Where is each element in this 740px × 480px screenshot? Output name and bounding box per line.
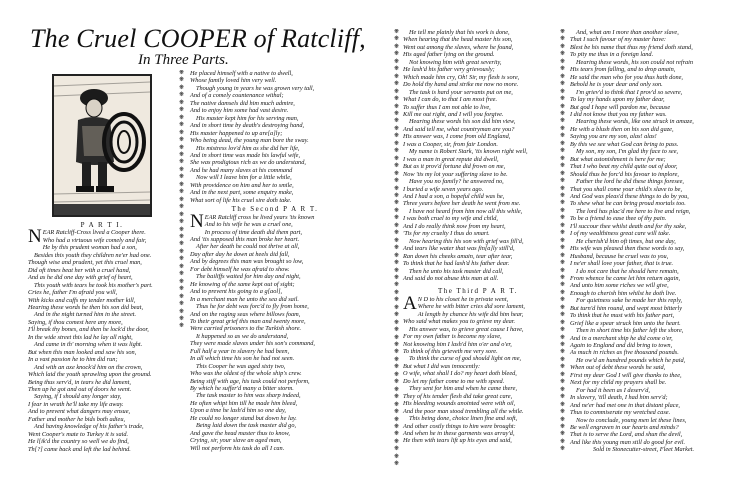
ballad-title: The Cruel COOPER of Ratcliff, bbox=[30, 24, 366, 53]
verse-line: Saying, if I should any longer stay, bbox=[34, 393, 122, 401]
verse-line: And I had a son, a hopeful child was he, bbox=[403, 192, 505, 200]
ballad-subtitle: In Three Parts. bbox=[138, 52, 229, 68]
verse-line: And tears like water that was fin[a]ly still'd, bbox=[403, 245, 515, 253]
verse-line: Next for my child my prayers shall be. bbox=[570, 379, 667, 387]
verse-line: They of his tender flesh did take great care, bbox=[403, 392, 513, 400]
verse-line: Will not perform his task do all I can. bbox=[190, 444, 285, 452]
verse-line: I ne'er shall love your father, that is true. bbox=[570, 260, 674, 268]
verse-line: To pity me thus in a foreign land. bbox=[570, 51, 654, 59]
verse-line: He lash'd his father very grievously; bbox=[403, 66, 495, 74]
verse-line: I'll succour thee whilst death and for thy sake, bbox=[570, 222, 687, 230]
verse-line: But god I hope will pardon me, because bbox=[570, 103, 671, 111]
verse-line: I fear in wrath he'll take my life away. bbox=[28, 400, 124, 408]
verse-line: His master happened to up are[a]ly; bbox=[190, 129, 283, 137]
verse-line: He then with tears lift up his eyes and said, bbox=[403, 437, 512, 445]
verse-line: Behold he is your dear and only son. bbox=[570, 81, 663, 89]
verse-line: After her death he could not thrive at all, bbox=[196, 243, 300, 251]
verse-line: When hearing that the head master his son, bbox=[403, 36, 513, 44]
verse-line: He tell me plainly that his work is done, bbox=[409, 29, 510, 36]
ornament-border: ❋ ❋ ❋ ❋ ❋ ❋ ❋ ❋ ❋ ❋ ❋ ❋ ❋ ❋ ❋ ❋ ❋ ❋ ❋ ❋ ❋ ❋ ❋ ❋ ❋ ❋ ❋ ❋ ❋ ❋ ❋ ❋ ❋ ❋ ❋ ❋ ❋ ❋ ❋ ❋ ❋ ❋ ❋ ❋ ❋ ❋ ❋ ❋ ❋ ❋ ❋ ❋ ❋ ❋ ❋ ❋ ❋ bbox=[559, 29, 566, 453]
verse-line: This being done, choice linen fine and soft, bbox=[409, 415, 518, 423]
verse-line: And when he in these garments was array'd, bbox=[403, 430, 515, 438]
verse-line: Whose family loved him very well. bbox=[190, 77, 277, 85]
verse-line: And in short time by death's destroying hand, bbox=[190, 122, 305, 130]
verse-line: And ne'er had met one in that distant place, bbox=[570, 401, 680, 409]
verse-line: Now hearing this his son with grief was fill'd, bbox=[409, 237, 524, 245]
verse-line: Then he unto his task master did call, bbox=[409, 267, 504, 275]
verse-line: For had it been as I deserv'd, bbox=[576, 386, 650, 394]
verse-line: Hearing these words, like one struck in amaze, bbox=[576, 118, 694, 126]
verse-line: It happened so as we do understand, bbox=[196, 332, 289, 340]
verse-line: To think the curse of god should light on me, bbox=[409, 355, 522, 363]
verse-line: And 'tis supposed this man broke her heart. bbox=[190, 235, 300, 243]
verse-line: His bleeding wounds anointed were with oil, bbox=[403, 400, 516, 408]
verse-line: Who had a virtuous wife comely and fair, bbox=[42, 236, 147, 244]
verse-line: Who said what makes you to grieve my dear. bbox=[403, 318, 516, 326]
verse-line: Do hold thy hand and strike me now no more. bbox=[403, 81, 519, 89]
verse-line: And of a comely countenance withal; bbox=[190, 92, 284, 100]
verse-line: By which he suffer'd many a bitter storm. bbox=[190, 385, 294, 393]
verse-line: Father and mother he bids both adieu, bbox=[28, 415, 126, 423]
column-four bbox=[570, 29, 735, 446]
verse-line: To suffer thus I am not able to live, bbox=[403, 103, 491, 111]
verse-line: Hearing these words, his son could not refrain bbox=[576, 58, 694, 66]
verse-line: I have not heard from him now all this while, bbox=[409, 207, 523, 215]
verse-line: Not knowing him I lash'd him o'er and o'er, bbox=[403, 340, 512, 348]
verse-line: Crying, sir, your slave an aged man, bbox=[190, 437, 282, 445]
verse-line: With providence on him and her to smile, bbox=[190, 181, 294, 189]
verse-line: And as he did one day with grief of heart, bbox=[28, 274, 133, 282]
verse-line: To lay my hands upon my father dear, bbox=[570, 96, 665, 104]
verse-line: Were carried prisoners to the Turkish shore. bbox=[190, 325, 302, 333]
verse-line: Have you no family? he answered no, bbox=[409, 178, 504, 186]
verse-line: As much in riches as five thousand pounds. bbox=[570, 349, 679, 357]
verse-line: He with a blush then on his son did gaze, bbox=[570, 125, 674, 133]
verse-line: By this we see what God can bring to pass. bbox=[570, 140, 679, 148]
verse-line: Not knowing him with great severity, bbox=[409, 58, 502, 66]
verse-line: Now 'tis my lot your suffering slave to be. bbox=[403, 170, 508, 178]
verse-line: This youth with tears he took his mother's part. bbox=[34, 281, 153, 289]
verse-line: Did oft times beat her with a cruel hand, bbox=[28, 266, 131, 274]
verse-line: That you shall come your child's slave to be, bbox=[570, 185, 683, 193]
verse-line: He cherish'd him oft times, but one day, bbox=[576, 237, 676, 245]
verse-line: His answer was, I come from old England, bbox=[403, 133, 511, 141]
verse-line: For quietness sake he made her this reply, bbox=[576, 297, 683, 305]
verse-line: Husband, because he cruel was to you, bbox=[570, 252, 669, 260]
verse-line: I'll break thy bones, and then he lock'd the door, bbox=[28, 326, 149, 334]
verse-line: Though young in years he was grown very tall, bbox=[196, 84, 315, 92]
verse-line: And having knowledge of his father's trade, bbox=[34, 423, 144, 431]
verse-line: And other costly things to him were brought: bbox=[403, 422, 516, 430]
verse-line: And like this young man still do good for evil. bbox=[570, 438, 686, 446]
verse-line: The native damsels did him much admire, bbox=[190, 99, 295, 107]
part-one-heading: P A R T I. bbox=[80, 221, 124, 229]
verse-line: And in the next part, some enquiry make, bbox=[190, 189, 294, 197]
verse-line: Which made him cry, Oh! Sir, my flesh is sore, bbox=[403, 73, 520, 81]
verse-line: I did not know that you my father was. bbox=[570, 110, 667, 118]
verse-line: Should thus be forc'd his favour to implore, bbox=[570, 170, 679, 178]
verse-line: And to prevent what dangers may ensue, bbox=[28, 408, 131, 416]
verse-line: And to enjoy him some had vast desire. bbox=[190, 107, 289, 115]
verse-line: He could no longer stand but down he lay. bbox=[190, 414, 297, 422]
verse-line: Hearing these words his son did him view, bbox=[409, 118, 516, 126]
part-one-dropcap: N bbox=[28, 226, 42, 248]
verse-line: My name is Robert Stark, 'tis known right well, bbox=[409, 148, 528, 156]
verse-line: He ow'd an hundred pounds which he paid, bbox=[576, 356, 686, 364]
verse-line: To think of this grieveth me very sore. bbox=[403, 348, 498, 356]
verse-line: I of my wealthiness great care will take. bbox=[570, 230, 671, 238]
verse-line: And he had many slaves at his command bbox=[190, 166, 293, 174]
verse-line: Enough to cherish him whilst he doth live. bbox=[570, 289, 677, 297]
verse-line: Day after day he down at heels did fall, bbox=[190, 250, 290, 258]
verse-line: But what astonishment is here for me; bbox=[570, 155, 666, 163]
verse-line: They sent for him and when he came there, bbox=[409, 385, 518, 393]
verse-line: In all which time his son he had not seen. bbox=[190, 355, 295, 363]
verse-line: Be well engraven in our hearts and minds? bbox=[570, 424, 679, 432]
verse-line: EAR Ratcliff-Cross lived a Cooper there. bbox=[42, 229, 146, 237]
verse-line: He said the man who for you thus hath done, bbox=[570, 73, 683, 81]
verse-line: His answer was, to grieve great cause I have, bbox=[409, 325, 524, 333]
verse-line: His master kept him for his serving man, bbox=[196, 114, 299, 122]
verse-line: And the poor man stood trembling all the while. bbox=[403, 407, 524, 415]
verse-line: He knowing of the same kept out of sight; bbox=[190, 280, 295, 288]
verse-line: His wife was pleased then these words to say, bbox=[570, 245, 685, 253]
verse-line: Though wise and prudent, yet this cruel man, bbox=[28, 259, 142, 267]
verse-line: And to his wife he was a cruel one, bbox=[204, 221, 293, 229]
verse-line: Now will I leave him for a little while, bbox=[196, 174, 292, 182]
verse-line: And said do not abuse this man at all. bbox=[403, 274, 499, 282]
verse-line: To be a friend to ease thee of thy pain. bbox=[570, 215, 667, 223]
verse-line: Who being dead, the young man bore the sway. bbox=[190, 137, 309, 145]
verse-line: Saying, if thou comest here any more, bbox=[28, 318, 123, 326]
verse-line: And I do really think now from my heart, bbox=[403, 222, 506, 230]
verse-line: What sort of life his cruel sire doth take. bbox=[190, 196, 292, 204]
verse-line: I was a man in great repute did dwell, bbox=[403, 155, 499, 163]
verse-line: Went Cooper's mate to Turkey it is said. bbox=[28, 430, 129, 438]
part-three-dropcap: A bbox=[403, 292, 417, 314]
verse-line: Being thus serv'd, in tears he did lament, bbox=[28, 378, 131, 386]
verse-line: Who was the oldest of the whole ship's crew. bbox=[190, 370, 302, 378]
verse-line: Now to conclude, young men let these lines, bbox=[576, 416, 687, 424]
ornament-border: ❋ ❋ ❋ ❋ ❋ ❋ ❋ ❋ ❋ ❋ ❋ ❋ ❋ ❋ ❋ ❋ ❋ ❋ ❋ ❋ ❋ ❋ ❋ ❋ ❋ ❋ ❋ ❋ ❋ ❋ ❋ ❋ ❋ ❋ ❋ bbox=[178, 70, 185, 330]
verse-line: His aged father lying on the ground. bbox=[403, 51, 495, 59]
verse-line: I was both cruel to my wife and child, bbox=[403, 215, 498, 223]
verse-line: My son, my son, I'm glad thy face to see, bbox=[576, 148, 679, 156]
verse-line: Went out among the slaves, where he found, bbox=[403, 43, 514, 51]
verse-line: What I can do, to that I am most free. bbox=[403, 96, 498, 104]
verse-line: Th[?] came back and left the lad behind. bbox=[28, 445, 131, 453]
verse-line: Saying you are my son, alas! alas! bbox=[570, 133, 657, 141]
verse-line: She was prodigious rich as we do understand, bbox=[190, 159, 306, 167]
verse-line: For debt himself he was afraid to show. bbox=[190, 265, 290, 273]
verse-line: And to prevent his going to a g[aol], bbox=[190, 288, 283, 296]
verse-line: Then up he got and out of doors he went. bbox=[28, 385, 132, 393]
verse-line: When out of debt these words he said, bbox=[570, 364, 666, 372]
part-two-dropcap: N bbox=[190, 210, 204, 232]
verse-line: I do not care that he should here remain, bbox=[576, 267, 679, 275]
verse-line: And came in th' morning when it was light. bbox=[34, 341, 143, 349]
verse-line: They were made slaves under his son's command, bbox=[190, 340, 315, 348]
verse-line: Full half a year in slavery he had been, bbox=[190, 347, 290, 355]
verse-line: Besides this youth they children ne'er had one. bbox=[34, 251, 152, 259]
verse-line: O wife, what shall I do? my heart doth bleed, bbox=[403, 370, 517, 378]
verse-line: The bailiffs waited for him day and night, bbox=[196, 273, 301, 281]
verse-line: In a merchant man he unto the sea did sail. bbox=[190, 295, 299, 303]
verse-line: His mistress lov'd him as she did her life, bbox=[196, 144, 300, 152]
verse-line: Then in short time his father left the shore, bbox=[576, 327, 684, 335]
column-part-one bbox=[28, 222, 176, 453]
verse-line: But as it prov'd fortune did frown on me, bbox=[403, 163, 506, 171]
verse-line: N D to his closet he in private went, bbox=[417, 295, 509, 303]
verse-line: He l[ik'd the country so well we do find, bbox=[28, 438, 129, 446]
verse-line: The lord has plac'd me here to live and reign, bbox=[576, 207, 691, 215]
verse-line: For my own father is become my slave, bbox=[403, 333, 502, 341]
ornament-border: ❋ ❋ ❋ ❋ ❋ ❋ ❋ ❋ ❋ ❋ ❋ ❋ ❋ ❋ ❋ ❋ ❋ ❋ ❋ ❋ ❋ ❋ ❋ ❋ ❋ ❋ ❋ ❋ ❋ ❋ ❋ ❋ ❋ ❋ ❋ ❋ ❋ ❋ ❋ ❋ ❋ ❋ ❋ ❋ ❋ ❋ ❋ ❋ ❋ ❋ ❋ ❋ ❋ ❋ ❋ ❋ ❋ ❋ ❋ bbox=[393, 29, 400, 468]
verse-line: But when this man looked and saw his son, bbox=[28, 348, 137, 356]
verse-line: Thus to commiserate my wretched case. bbox=[570, 409, 671, 417]
verse-line: And in a merchant ship he did come o'er, bbox=[570, 334, 673, 342]
verse-line: Upon a time he lash'd him so one day, bbox=[190, 407, 286, 415]
verse-line: This Cooper he was aged sixty two, bbox=[196, 362, 286, 370]
verse-line: Grief like a spear struck him unto the heart. bbox=[570, 319, 681, 327]
part-two-heading: The Second P A R T. bbox=[231, 205, 319, 214]
verse-line: Where he with bitter cries did sore lament, bbox=[417, 303, 525, 311]
verse-line: Cries he, father I'm afraid you will, bbox=[28, 289, 118, 297]
verse-line: And, what am I more than another slave, bbox=[576, 29, 679, 36]
verse-line: He often whipt him till he made him bleed, bbox=[190, 399, 298, 407]
verse-line: That I such favour of my master have: bbox=[570, 36, 667, 44]
part-three-heading: The Third P A R T. bbox=[437, 287, 519, 296]
verse-line: In slavery, 'till death, I had him serv'd; bbox=[570, 394, 668, 402]
verse-line: And on the raging seas where billows foam, bbox=[190, 310, 301, 318]
column-two bbox=[190, 70, 360, 452]
verse-line: The task is hard your servants put on me, bbox=[409, 88, 513, 96]
verse-line: That I who beat my child quite out of door, bbox=[570, 163, 678, 171]
verse-line: I buried a wife seven years ago. bbox=[403, 185, 484, 193]
verse-line: With kicks and cuffs my tender mother kill, bbox=[28, 296, 136, 304]
verse-line: Kill me out right, and I will you forgive. bbox=[403, 110, 504, 118]
verse-line: Hearing these words he then his son did beat, bbox=[28, 303, 144, 311]
verse-line: In the wide street this lad he lay all night, bbox=[28, 333, 133, 341]
verse-line: To think that he must with his father part, bbox=[570, 312, 675, 320]
verse-line: He by this prudent woman had a son, bbox=[42, 244, 137, 252]
verse-line: And gave the head master thus to know, bbox=[190, 429, 290, 437]
verse-line: To think that he had lash'd his father dear. bbox=[403, 260, 510, 268]
verse-line: At length by chance his wife did him hear, bbox=[417, 310, 524, 318]
verse-line: EAR Ratcliff cross he lived years 'tis known bbox=[204, 213, 315, 221]
verse-line: He placed himself with a native to dwell, bbox=[190, 70, 293, 77]
verse-line: And in the night turned him in the street. bbox=[34, 311, 137, 319]
verse-line: Father the lord he did these things foresee, bbox=[576, 178, 684, 186]
verse-line: To their great grief this man and twenty more, bbox=[190, 317, 306, 325]
verse-line: Three years before her death he went from me. bbox=[403, 200, 521, 208]
verse-line: 'Tis for my cruelty I thus do smart. bbox=[403, 230, 490, 238]
verse-line: Do let my father come to me with speed. bbox=[403, 377, 505, 385]
verse-line: Blest be his name that thus my friend doth stand, bbox=[570, 43, 693, 51]
verse-line: But turn'd him round, and wept most bitterly bbox=[570, 304, 683, 312]
verse-line: His tears from falling, and to drop amain, bbox=[570, 66, 676, 74]
verse-line: And by degrees this man was brought so low, bbox=[190, 258, 304, 266]
verse-line: In process of time death did them part, bbox=[204, 228, 303, 236]
verse-line: Ran down his cheeks amain, tear after tear, bbox=[403, 252, 513, 260]
woodcut-cooper-image bbox=[54, 76, 150, 215]
verse-line: From whence he came let him return again, bbox=[570, 274, 681, 282]
verse-line: Which laid the youth sprawling upon the ground. bbox=[28, 371, 152, 379]
verse-line: The task master to him was sharp indeed, bbox=[196, 392, 301, 400]
verse-line: And in short time was made his lawful wife, bbox=[190, 151, 301, 159]
verse-line: To shew what he can bring proud mortals too. bbox=[570, 200, 686, 208]
verse-line: Again to England and did bring to town, bbox=[570, 342, 673, 350]
verse-line: And God was pleas'd these things to do by you, bbox=[570, 192, 689, 200]
verse-line: Being stiff with age, his task could not perform, bbox=[190, 377, 310, 385]
column-three bbox=[403, 29, 553, 445]
verse-line: First my dear God I will give thanks to thee, bbox=[570, 371, 682, 379]
verse-line: And unto him some riches we will give, bbox=[570, 282, 669, 290]
verse-line: But what I did was innocently: bbox=[403, 362, 481, 370]
verse-line: I was a Cooper, sir, from fair London. bbox=[403, 140, 498, 148]
woodcut-illustration bbox=[52, 74, 152, 217]
verse-line: And with an axe knock'd him on the crown, bbox=[34, 363, 143, 371]
verse-line: I'm griev'd to think that I prov'd so severe, bbox=[576, 88, 683, 96]
imprint-sold-at: Sold in Stonecutter-street, Fleet Market. bbox=[593, 446, 695, 453]
verse-line: Thus he for debt was forc'd to fly from home, bbox=[196, 303, 309, 311]
verse-line: And said tell me, what countryman are you? bbox=[403, 125, 515, 133]
verse-line: Being laid down the task master did go, bbox=[196, 422, 297, 430]
verse-line: In a vast passion he to him did run; bbox=[28, 356, 118, 364]
verse-line: That is to serve the Lord, and shun the devil, bbox=[570, 431, 683, 439]
